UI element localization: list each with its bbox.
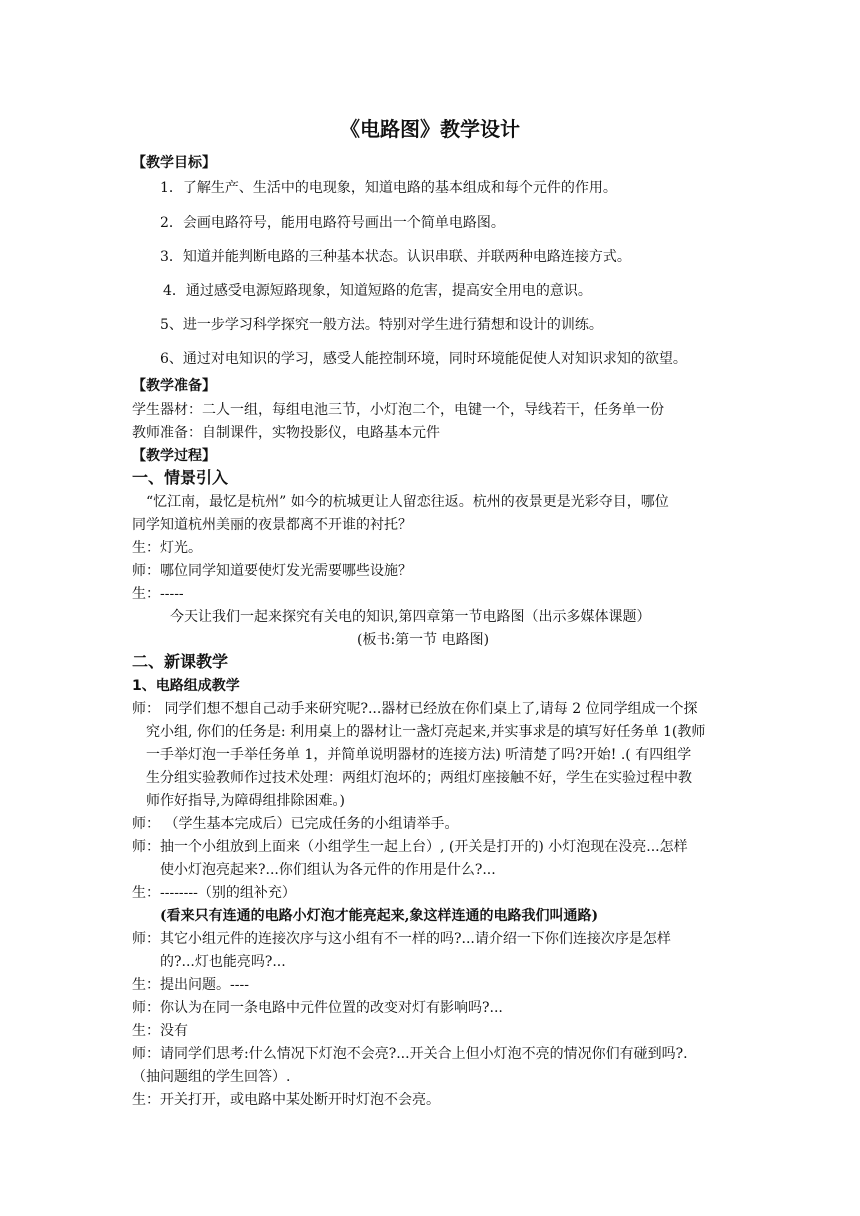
- goal-item: 4．通过感受电源短路现象，知道短路的危害，提高安全用电的意识。: [163, 283, 592, 299]
- dialogue-line: 师： （学生基本完成后）已完成任务的小组请举手。: [132, 816, 459, 832]
- dialogue-line: 究小组, 你们的任务是: 利用桌上的器材让一盏灯亮起来,并实事求是的填写好任务单 1(教师: [146, 724, 706, 740]
- dialogue-line: 生：--------（别的组补充）: [132, 885, 296, 901]
- dialogue-line: 一手举灯泡一手举任务单 1，并简单说明器材的连接方法) 听清楚了吗?开始! .( 有四组学: [146, 747, 692, 763]
- goal-item: 6、通过对电知识的学习，感受人能控制环境，同时环境能促使人对知识求知的欲望。: [160, 351, 687, 367]
- goal-item: 3．知道并能判断电路的三种基本状态。认识串联、并联两种电路连接方式。: [160, 249, 631, 265]
- dialogue-line: 生：提出问题。----: [132, 977, 249, 993]
- part1-heading: 一、情景引入: [132, 468, 229, 487]
- dialogue-line: 师：其它小组元件的连接次序与这小组有不一样的吗?...请介绍一下你们连接次序是怎样: [132, 931, 671, 947]
- goal-item: 5、进一步学习科学探究一般方法。特别对学生进行猜想和设计的训练。: [160, 317, 603, 333]
- prep-students: 学生器材：二人一组，每组电池三节，小灯泡二个，电键一个，导线若干，任务单一份: [132, 402, 664, 418]
- goal-item: 1．了解生产、生活中的电现象，知道电路的基本组成和每个元件的作用。: [160, 180, 617, 196]
- sub1-heading: 1、电路组成教学: [132, 678, 240, 694]
- process-heading: 【教学过程】: [132, 448, 216, 464]
- dialogue-line: 使小灯泡亮起来?...你们组认为各元件的作用是什么?...: [160, 862, 496, 878]
- part2-heading: 二、新课教学: [132, 652, 229, 671]
- dialogue-line: 生：开关打开，或电路中某处断开时灯泡不会亮。: [132, 1092, 440, 1108]
- prep-heading: 【教学准备】: [132, 378, 216, 394]
- dialogue-line: 师：抽一个小组放到上面来（小组学生一起上台）, (开关是打开的) 小灯泡现在没亮...怎样: [132, 839, 688, 855]
- dialogue-line: 生：灯光。: [132, 540, 202, 556]
- paragraph-line: 今天让我们一起来探究有关电的知识,第四章第一节电路图（出示多媒体课题）: [170, 609, 651, 625]
- goal-item: 2．会画电路符号，能用电路符号画出一个简单电路图。: [160, 215, 505, 231]
- blackboard-note: (板书:第一节 电路图): [357, 632, 490, 648]
- dialogue-line: 师作好指导,为障碍组排除困难。): [146, 793, 345, 809]
- dialogue-line: 生：没有: [132, 1023, 188, 1039]
- dialogue-line: 生分组实验教师作过技术处理：两组灯泡坏的；两组灯座接触不好，学生在实验过程中教: [146, 770, 692, 786]
- dialogue-line: 师：请同学们思考:什么情况下灯泡不会亮?...开关合上但小灯泡不亮的情况你们有碰到吗?.: [132, 1046, 688, 1062]
- goals-heading: 【教学目标】: [132, 155, 216, 171]
- document-title: 《电路图》教学设计: [340, 117, 520, 141]
- key-conclusion: (看来只有连通的电路小灯泡才能亮起来,象这样连通的电路我们叫通路): [160, 908, 599, 924]
- dialogue-line: （抽问题组的学生回答）.: [132, 1069, 291, 1085]
- dialogue-line: 师：哪位同学知道要使灯发光需要哪些设施？: [132, 563, 412, 579]
- dialogue-line: 师： 同学们想不想自己动手来研究呢?...器材已经放在你们桌上了,请每 2 位同学组成一个探: [132, 701, 698, 717]
- dialogue-line: 生：-----: [132, 586, 184, 602]
- paragraph-line: 同学知道杭州美丽的夜景都离不开谁的衬托？: [132, 517, 412, 533]
- paragraph-line: “忆江南，最忆是杭州” 如今的杭城更让人留恋往返。杭州的夜景更是光彩夺目，哪位: [146, 494, 669, 510]
- prep-teacher: 教师准备：自制课件，实物投影仪，电路基本元件: [132, 425, 440, 441]
- dialogue-line: 的?...灯也能亮吗?...: [160, 954, 286, 970]
- dialogue-line: 师：你认为在同一条电路中元件位置的改变对灯有影响吗?...: [132, 1000, 503, 1016]
